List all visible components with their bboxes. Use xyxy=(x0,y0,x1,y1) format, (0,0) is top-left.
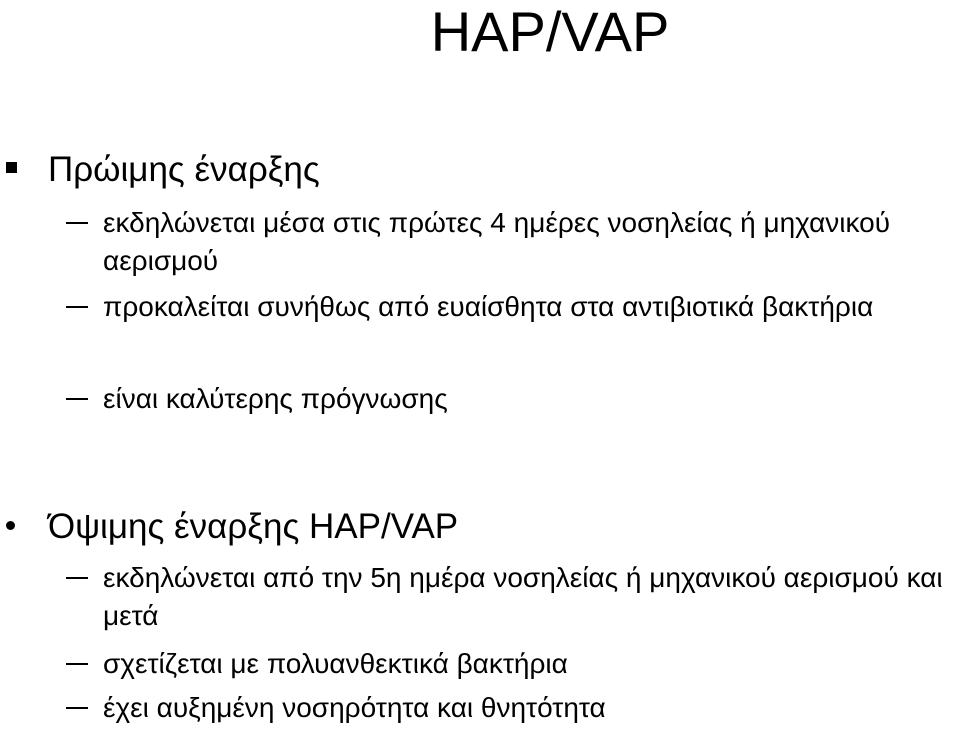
bullet-heading xyxy=(0,148,960,194)
dash-bullet-icon xyxy=(66,306,88,308)
sub-bullet xyxy=(0,645,960,689)
sub-bullet-text: είναι καλύτερης πρόγνωσης xyxy=(103,383,448,414)
dash-bullet-icon xyxy=(66,398,88,400)
sub-bullet-text: προκαλείται συνήθως από ευαίσθητα στα αντιβιοτικά βακτήρια xyxy=(103,291,874,322)
sub-bullet-text: έχει αυξημένη νοσηρότητα και θνητότητα xyxy=(103,692,606,723)
dash-bullet-icon xyxy=(66,577,88,579)
sub-bullet-text: εκδηλώνεται μέσα στις πρώτες 4 ημέρες νοσηλείας ή μηχανικού αερισμού xyxy=(103,207,891,276)
bullet-heading xyxy=(0,505,960,551)
sub-bullet xyxy=(0,689,960,729)
sub-bullet xyxy=(0,559,960,645)
sub-bullet xyxy=(0,288,960,380)
dash-bullet-icon xyxy=(66,222,88,224)
dot-bullet-icon xyxy=(6,521,15,530)
sub-bullet-text: εκδηλώνεται από την 5η ημέρα νοσηλείας ή μηχανικού αερισμού και μετά xyxy=(103,562,943,631)
heading-text: Όψιμης έναρξης HAP/VAP xyxy=(48,507,459,546)
section-late-onset xyxy=(0,505,960,729)
slide-title: HAP/VAP xyxy=(430,0,670,63)
dash-bullet-icon xyxy=(66,707,88,709)
square-bullet-icon xyxy=(6,162,17,173)
section-early-onset xyxy=(0,148,960,420)
sub-bullet xyxy=(0,204,960,288)
dash-bullet-icon xyxy=(66,663,88,665)
sub-bullet-text: σχετίζεται με πολυανθεκτικά βακτήρια xyxy=(103,648,568,679)
heading-text: Πρώιμης έναρξης xyxy=(48,150,320,189)
sub-bullet xyxy=(0,380,960,420)
